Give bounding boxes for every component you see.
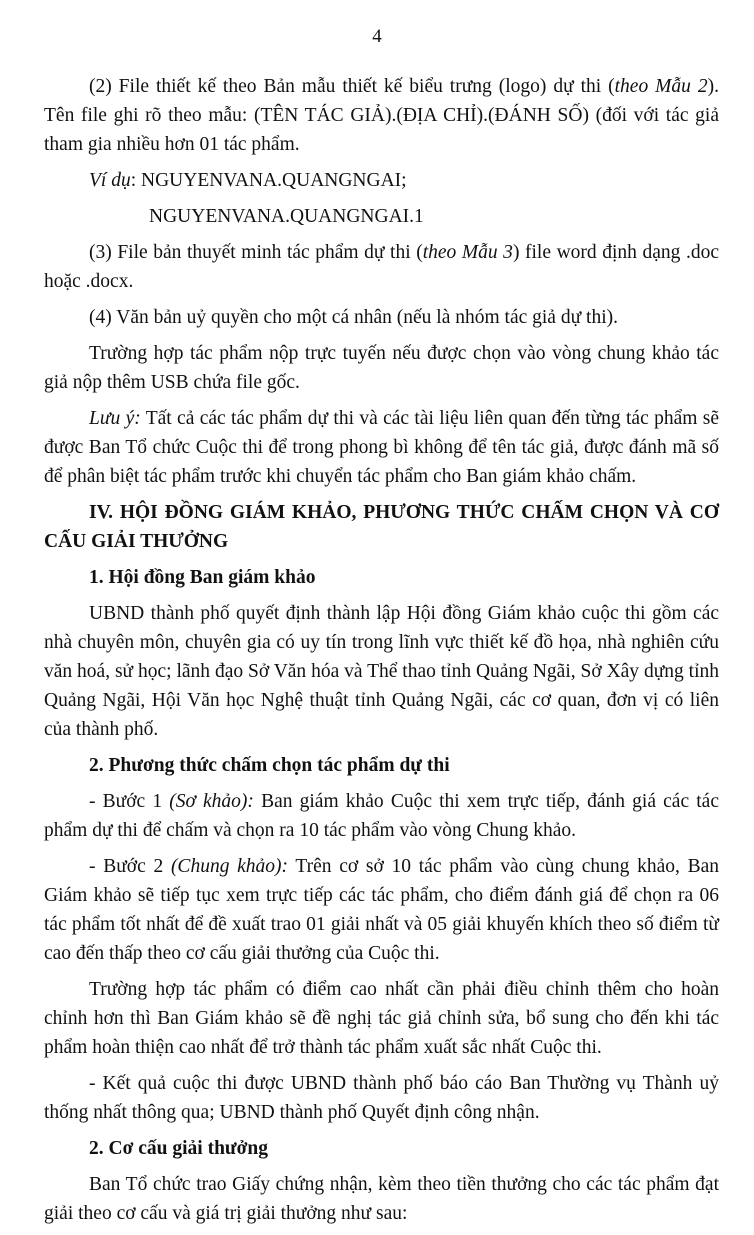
text-segment-italic: Ví dụ: [89, 170, 131, 191]
text-segment: NGUYENVANA.QUANGNGAI.1: [149, 206, 424, 227]
text-segment-italic: (Sơ khảo):: [169, 791, 254, 812]
paragraph-authorization: [44, 303, 719, 332]
text-segment: Tất cả các tác phẩm dự thi và các tài liệu liên quan đến từng tác phẩm sẽ được Ban Tổ chức Cuộc thi để trong phong bì không để tên tác giả, được đánh mã số để phân biệt tác phẩm trước khi chuyển tác phẩm cho Ban giám khảo chấm.: [44, 408, 719, 487]
text-segment: Ban giám khảo Cuộc thi xem trực tiếp, đánh giá các tác phẩm dự thi để chấm và chọn ra 10 tác phẩm vào vòng Chung khảo.: [44, 791, 719, 841]
text-segment: Trường hợp tác phẩm nộp trực tuyến nếu được chọn vào vòng chung khảo tác giả nộp thêm USB chứa file gốc.: [44, 343, 719, 393]
text-segment: Trên cơ sở 10 tác phẩm vào cùng chung khảo, Ban Giám khảo sẽ tiếp tục xem trực tiếp các tác phẩm, cho điểm đánh giá để chọn ra 06 tác phẩm tốt nhất để đề xuất trao 01 giải nhất và 05 giải khuyến khích theo số điểm từ cao đến thấp theo cơ cấu giải thưởng của Cuộc thi.: [44, 856, 719, 964]
text-segment: (2) File thiết kế theo Bản mẫu thiết kế biểu trưng (logo) dự thi (: [89, 76, 615, 97]
text-segment: ) file word định dạng .doc hoặc .docx.: [44, 242, 719, 292]
text-segment-italic: Lưu ý:: [89, 408, 141, 429]
text-segment: (3) File bản thuyết minh tác phẩm dự thi (: [89, 242, 423, 263]
paragraph-note: [44, 404, 719, 491]
text-segment: Ban Tổ chức trao Giấy chứng nhận, kèm theo tiền thưởng cho các tác phẩm đạt giải theo cơ cấu và giá trị giải thưởng như sau:: [44, 1174, 719, 1224]
subheading-jury: [44, 563, 719, 592]
text-segment: Trường hợp tác phẩm có điểm cao nhất cần phải điều chỉnh thêm cho hoàn chỉnh hơn thì Ban Giám khảo sẽ đề nghị tác giả chỉnh sửa, bổ sung cho đến khi tác phẩm hoàn thiện cao nhất để trở thành tác phẩm xuất sắc nhất Cuộc thi.: [44, 979, 719, 1058]
text-segment-italic: theo Mẫu 2: [614, 76, 708, 97]
paragraph-jury: [44, 599, 719, 744]
text-segment: : NGUYENVANA.QUANGNGAI;: [130, 170, 407, 191]
text-segment: - Kết quả cuộc thi được UBND thành phố báo cáo Ban Thường vụ Thành uỷ thống nhất thông qua; UBND thành phố Quyết định công nhận.: [44, 1073, 719, 1123]
heading-text: IV. HỘI ĐỒNG GIÁM KHẢO, PHƯƠNG THỨC CHẤM CHỌN VÀ CƠ CẤU GIẢI THƯỞNG: [44, 502, 719, 552]
heading-text: 2. Phương thức chấm chọn tác phẩm dự thi: [89, 755, 450, 776]
paragraph-adjustment: [44, 975, 719, 1062]
document-body: [44, 72, 719, 1235]
text-segment: UBND thành phố quyết định thành lập Hội đồng Giám khảo cuộc thi gồm các nhà chuyên môn, chuyên gia có uy tín trong lĩnh vực thiết kế đồ họa, nhà nghiên cứu văn hoá, sử học; lãnh đạo Sở Văn hóa và Thể thao tỉnh Quảng Ngãi, Sở Xây dựng tỉnh Quảng Ngãi, Hội Văn học Nghệ thuật tỉnh Quảng Ngãi, các cơ quan, đơn vị có liên của thành phố.: [44, 603, 719, 740]
paragraph-step-1: [44, 787, 719, 845]
text-segment: (4) Văn bản uỷ quyền cho một cá nhân (nếu là nhóm tác giả dự thi).: [89, 307, 618, 328]
paragraph-prize: [44, 1170, 719, 1228]
text-segment: - Bước 2: [89, 856, 171, 877]
text-segment-italic: (Chung khảo):: [170, 856, 289, 877]
text-segment: ). Tên file ghi rõ theo mẫu: (TÊN TÁC GIẢ).(ĐỊA CHỈ).(ĐÁNH SỐ) (đối với tác giả tham gia nhiều hơn 01 tác phẩm.: [44, 76, 719, 155]
paragraph-example: [44, 166, 719, 195]
page-number: 4: [372, 26, 382, 47]
heading-text: 2. Cơ cấu giải thưởng: [89, 1138, 269, 1159]
subheading-method: [44, 751, 719, 780]
paragraph-file-description: [44, 238, 719, 296]
section-heading-iv: [44, 498, 719, 556]
text-segment: - Bước 1: [89, 791, 170, 812]
paragraph-online-submission: [44, 339, 719, 397]
paragraph-result: [44, 1069, 719, 1127]
text-segment-italic: theo Mẫu 3: [422, 242, 513, 263]
subheading-prize-structure: [44, 1134, 719, 1163]
paragraph-file-logo: [44, 72, 719, 159]
heading-text: 1. Hội đồng Ban giám khảo: [89, 567, 316, 588]
paragraph-example-2: [44, 202, 719, 231]
paragraph-step-2: [44, 852, 719, 968]
